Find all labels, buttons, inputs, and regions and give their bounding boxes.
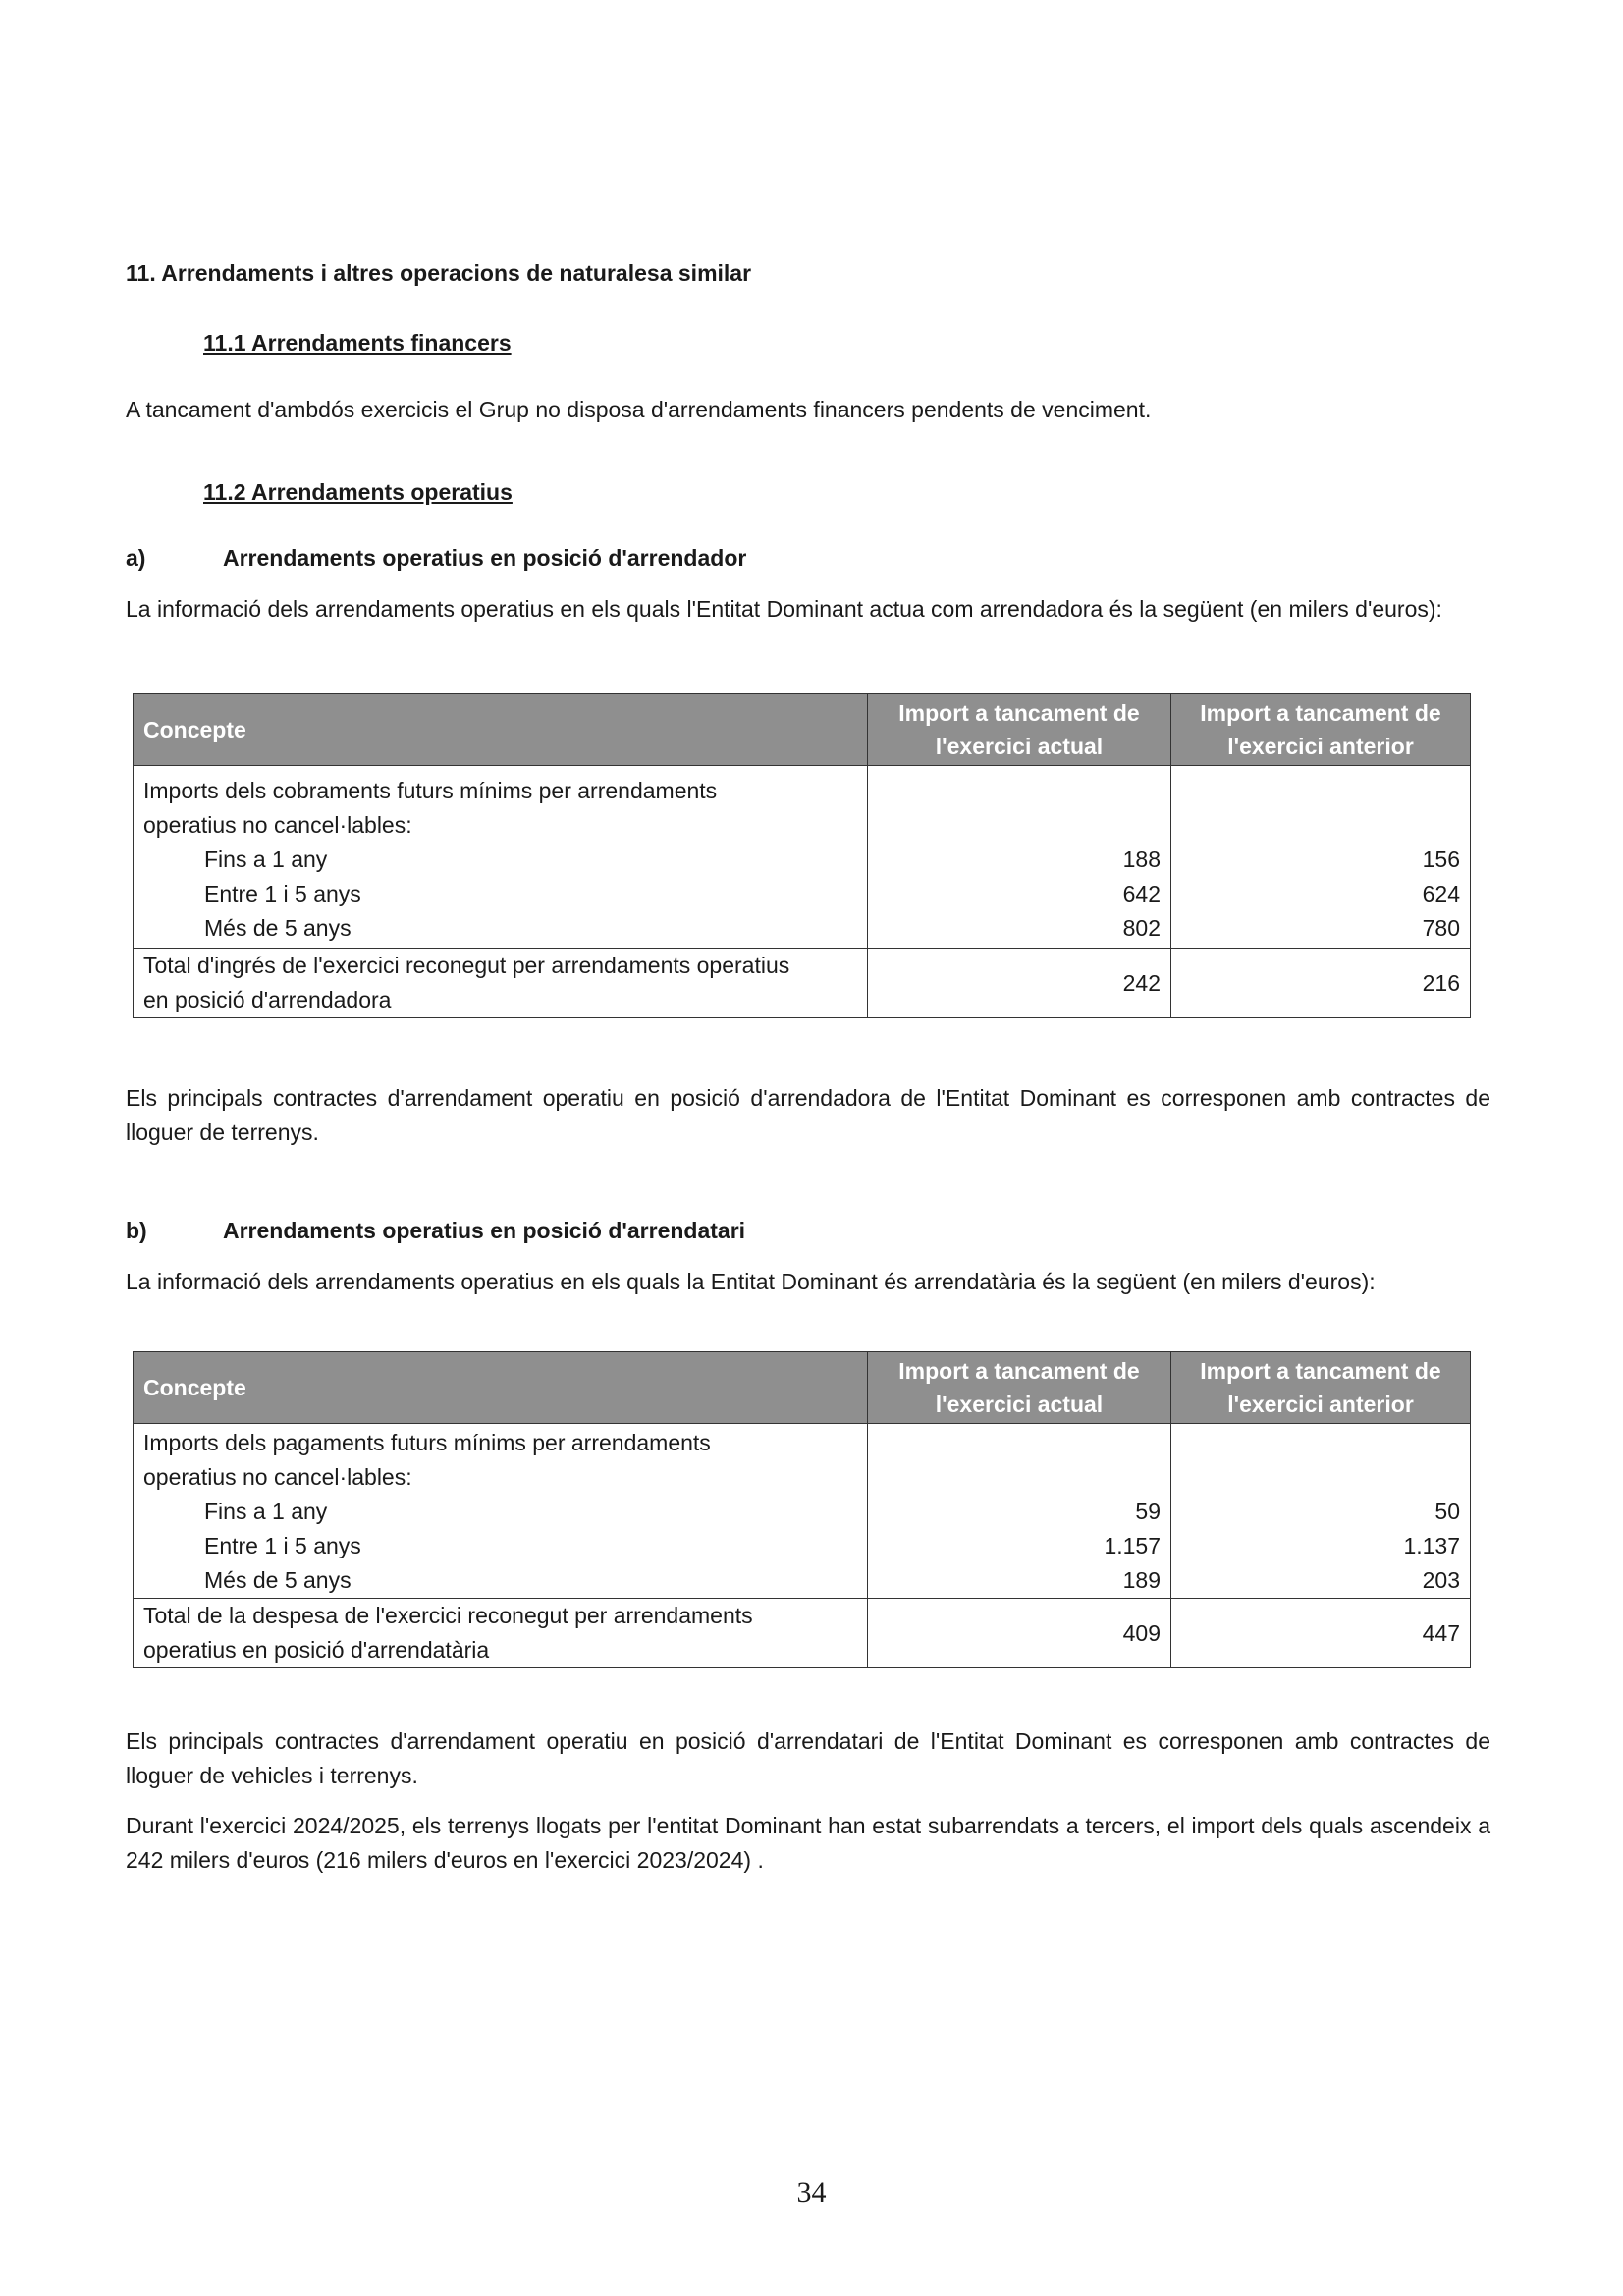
page-number: 34 <box>796 2176 827 2209</box>
part-a-heading: Arrendaments operatius en posició d'arrendador <box>223 545 747 571</box>
row-label: Fins a 1 any <box>204 847 328 872</box>
lessee-table <box>133 1351 1471 1668</box>
part-a-intro: La informació dels arrendaments operatius en els quals l'Entitat Dominant actua com arrendadora és la següent (en milers d'euros): <box>126 596 1442 622</box>
header-previous: Import a tancament de l'exercici anterior <box>1171 1352 1471 1424</box>
current-values-cell <box>868 1424 1171 1599</box>
total-label-cell <box>134 949 868 1018</box>
value-current: 188 <box>1122 847 1161 872</box>
row-label: Entre 1 i 5 anys <box>204 1533 361 1558</box>
value-current: 642 <box>1122 881 1161 906</box>
group-label: Imports dels cobraments futurs mínims per arrendaments operatius no cancel·lables: <box>143 778 718 838</box>
value-previous: 156 <box>1422 847 1460 872</box>
table-body-row <box>134 766 1471 949</box>
concept-cell <box>134 1424 868 1599</box>
value-previous: 624 <box>1422 881 1460 906</box>
header-current: Import a tancament de l'exercici actual <box>868 1352 1171 1424</box>
subsection-title-financial-leases: 11.1 Arrendaments financers <box>203 330 512 355</box>
header-concept: Concepte <box>134 694 868 766</box>
total-row <box>134 1599 1471 1668</box>
value-previous: 780 <box>1422 915 1460 941</box>
part-b-intro: La informació dels arrendaments operatius en els quals la Entitat Dominant és arrendatària és la següent (en milers d'euros): <box>126 1269 1376 1294</box>
value-previous: 50 <box>1434 1499 1460 1524</box>
total-previous: 216 <box>1171 949 1471 1018</box>
row-label: Més de 5 anys <box>204 915 352 941</box>
value-current: 59 <box>1135 1499 1161 1524</box>
value-previous: 203 <box>1422 1567 1460 1593</box>
group-label: Imports dels pagaments futurs mínims per arrendaments operatius no cancel·lables: <box>143 1430 711 1490</box>
table-header-row <box>134 1352 1471 1424</box>
financial-leases-text: A tancament d'ambdós exercicis el Grup no disposa d'arrendaments financers pendents de venciment. <box>126 397 1152 422</box>
value-current: 1.157 <box>1104 1533 1161 1558</box>
lessor-table <box>133 693 1471 1018</box>
concept-cell <box>134 766 868 949</box>
total-current: 242 <box>868 949 1171 1018</box>
previous-values-cell <box>1171 1424 1471 1599</box>
part-a-letter: a) <box>126 545 146 571</box>
part-b-note-2: Durant l'exercici 2024/2025, els terrenys llogats per l'entitat Dominant han estat subarrendats a tercers, el import dels quals ascendeix a 242 milers d'euros (216 milers d'euros en l'exercici 2023/2024) . <box>126 1813 1490 1873</box>
part-a-note: Els principals contractes d'arrendament operatiu en posició d'arrendadora de l'Entitat Dominant es corresponen amb contractes de lloguer de terrenys. <box>126 1085 1490 1145</box>
part-b-heading: Arrendaments operatius en posició d'arrendatari <box>223 1218 746 1243</box>
previous-values-cell <box>1171 766 1471 949</box>
current-values-cell <box>868 766 1171 949</box>
value-previous: 1.137 <box>1403 1533 1460 1558</box>
row-label: Més de 5 anys <box>204 1567 352 1593</box>
header-concept: Concepte <box>134 1352 868 1424</box>
table-body-row <box>134 1424 1471 1599</box>
part-b-letter: b) <box>126 1218 147 1243</box>
row-label: Entre 1 i 5 anys <box>204 881 361 906</box>
subsection-title-operating-leases: 11.2 Arrendaments operatius <box>203 479 513 505</box>
total-previous: 447 <box>1171 1599 1471 1668</box>
section-title: 11. Arrendaments i altres operacions de naturalesa similar <box>126 260 752 286</box>
table-header-row <box>134 694 1471 766</box>
total-label: Total d'ingrés de l'exercici reconegut per arrendaments operatius en posició d'arrendadora <box>143 953 790 1012</box>
part-b-note-1: Els principals contractes d'arrendament operatiu en posició d'arrendatari de l'Entitat Dominant es corresponen amb contractes de lloguer de vehicles i terrenys. <box>126 1728 1490 1788</box>
value-current: 189 <box>1122 1567 1161 1593</box>
total-label: Total de la despesa de l'exercici reconegut per arrendaments operatius en posició d'arrendatària <box>143 1603 753 1663</box>
total-row <box>134 949 1471 1018</box>
value-current: 802 <box>1122 915 1161 941</box>
header-current: Import a tancament de l'exercici actual <box>868 694 1171 766</box>
header-previous: Import a tancament de l'exercici anterior <box>1171 694 1471 766</box>
total-current: 409 <box>868 1599 1171 1668</box>
row-label: Fins a 1 any <box>204 1499 328 1524</box>
total-label-cell <box>134 1599 868 1668</box>
